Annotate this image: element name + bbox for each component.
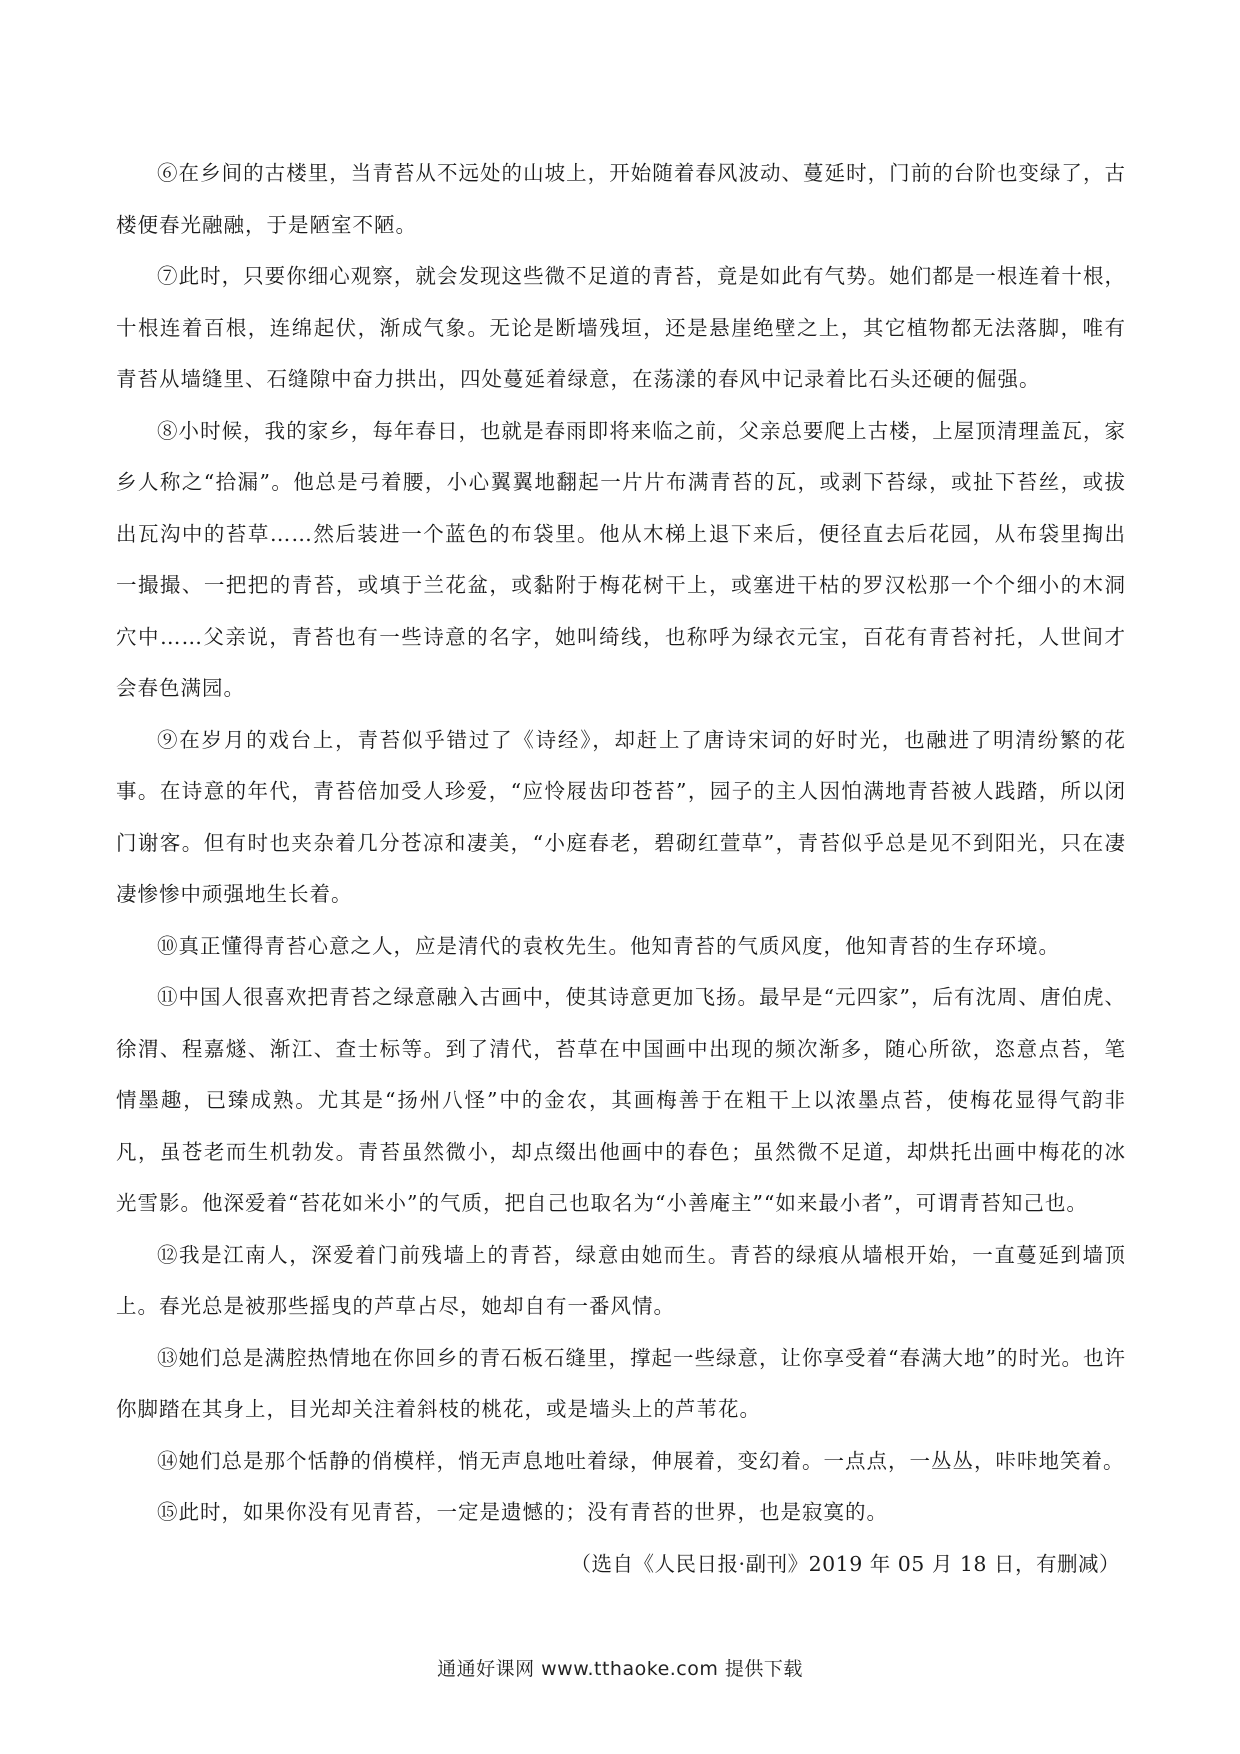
page-footer: 通通好课网 www.tthaoke.com 提供下载 — [437, 1658, 803, 1680]
paragraph-10: ⑩真正懂得青苔心意之人，应是清代的袁枚先生。他知青苔的气质风度，他知青苔的生存环境。 — [157, 933, 1060, 958]
source-citation: （选自《人民日报·副刊》2019 年 05 月 18 日，有删减） — [570, 1551, 1120, 1576]
paragraph-14: ⑭她们总是那个恬静的俏模样，悄无声息地吐着绿，伸展着，变幻着。一点点，一丛丛，咔咔地笑着。 — [157, 1448, 1125, 1473]
paragraph-7: ⑦此时，只要你细心观察，就会发现这些微不足道的青苔，竟是如此有气势。她们都是一根连着十根，十根连着百根，连绵起伏，渐成气象。无论是断墙残垣，还是悬崖绝壁之上，其它植物都无法落脚，唯有青苔从墙缝里、石缝隙中奋力拱出，四处蔓延着绿意，在荡漾的春风中记录着比石头还硬的倔强。 — [116, 264, 1126, 391]
paragraph-15: ⑮此时，如果你没有见青苔，一定是遗憾的；没有青苔的世界，也是寂寞的。 — [157, 1500, 888, 1524]
paragraph-9: ⑨在岁月的戏台上，青苔似乎错过了《诗经》，却赶上了唐诗宋词的好时光，也融进了明清纷繁的花事。在诗意的年代，青苔倍加受人珍爱，“应怜屐齿印苍苔”，园子的主人因怕满地青苔被人践踏，所以闭门谢客。但有时也夹杂着几分苍凉和凄美，“小庭春老，碧砌红萱草”，青苔似乎总是见不到阳光，只在凄凄惨惨中顽强地生长着。 — [116, 727, 1126, 906]
paragraph-12: ⑫我是江南人，深爱着门前残墙上的青苔，绿意由她而生。青苔的绿痕从墙根开始，一直蔓延到墙顶上。春光总是被那些摇曳的芦草占尽，她却自有一番风情。 — [116, 1242, 1126, 1318]
paragraph-13: ⑬她们总是满腔热情地在你回乡的青石板石缝里，撑起一些绿意，让你享受着“春满大地”的时光。也许你脚踏在其身上，目光却关注着斜枝的桃花，或是墙头上的芦苇花。 — [116, 1345, 1126, 1421]
paragraph-8: ⑧小时候，我的家乡，每年春日，也就是春雨即将来临之前，父亲总要爬上古楼，上屋顶清理盖瓦，家乡人称之“拾漏”。他总是弓着腰，小心翼翼地翻起一片片布满青苔的瓦，或剥下苔绿，或扯下苔丝，或拔出瓦沟中的苔草……然后装进一个蓝色的布袋里。他从木梯上退下来后，便径直去后花园，从布袋里掏出一撮撮、一把把的青苔，或填于兰花盆，或黏附于梅花树干上，或塞进干枯的罗汉松那一个个细小的木洞穴中……父亲说，青苔也有一些诗意的名字，她叫绮线，也称呼为绿衣元宝，百花有青苔衬托，人世间才会春色满园。 — [116, 418, 1126, 700]
paragraph-11: ⑪中国人很喜欢把青苔之绿意融入古画中，使其诗意更加飞扬。最早是“元四家”，后有沈周、唐伯虎、徐渭、程嘉燧、渐江、查士标等。到了清代，苔草在中国画中出现的频次渐多，随心所欲，恣意点苔，笔情墨趣，已臻成熟。尤其是“扬州八怪”中的金农，其画梅善于在粗干上以浓墨点苔，使梅花显得气韵非凡，虽苍老而生机勃发。青苔虽然微小，却点缀出他画中的春色；虽然微不足道，却烘托出画中梅花的冰光雪影。他深爱着“苔花如米小”的气质，把自己也取名为“小善庵主”“如来最小者”，可谓青苔知己也。 — [116, 985, 1126, 1215]
paragraph-6: ⑥在乡间的古楼里，当青苔从不远处的山坡上，开始随着春风波动、蔓延时，门前的台阶也变绿了，古楼便春光融融，于是陋室不陋。 — [116, 161, 1126, 237]
article-body — [116, 148, 1126, 1590]
